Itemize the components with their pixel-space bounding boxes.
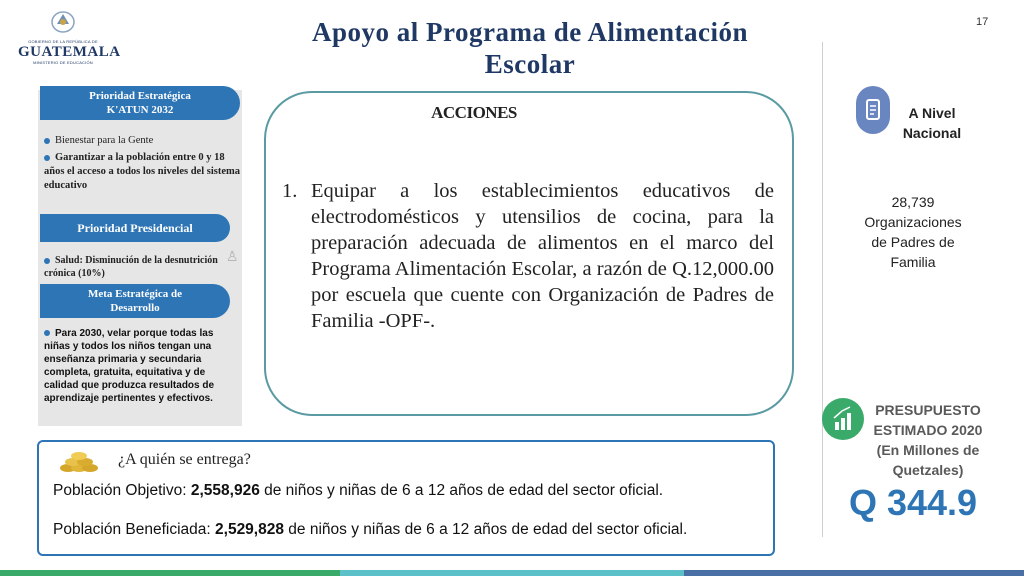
coat-of-arms-icon <box>48 8 78 34</box>
presidential-bullet: Salud: Disminución de la desnutrición crónica (10%) <box>44 255 218 279</box>
katun-priority-pill <box>40 86 240 120</box>
footer-strip-teal <box>340 570 684 576</box>
scope-label: A Nivel Nacional <box>902 105 962 141</box>
footer-strip-green <box>0 570 340 576</box>
benefited-population: Población Beneficiada: 2,529,828 de niños y niñas de 6 a 12 años de edad del sector oficial. <box>53 521 688 538</box>
budget-value: Q 344.9 <box>848 482 978 523</box>
bullet-dot-icon <box>44 138 50 144</box>
action-item-text: Equipar a los establecimientos educativos de electrodomésticos y utensilios de cocina, para la preparación adecuada de alimentos en el marco del Programa Alimentación Escolar, a razón de Q.12,000.00 por escuela que cuente con Organización de Padres de Familia -OPF-. <box>311 180 774 332</box>
logo-ministry-text: MINISTERIO DE EDUCACIÓN <box>33 60 93 65</box>
logo-top-text: GOBIERNO DE LA REPÚBLICA DE <box>28 39 98 44</box>
page-title <box>250 16 810 80</box>
coins-icon <box>58 450 100 474</box>
katun-bullet-1: Bienestar para la Gente <box>44 134 240 148</box>
actions-heading: ACCIONES <box>431 103 517 122</box>
target-population: Población Objetivo: 2,558,926 de niños y niñas de 6 a 12 años de edad del sector oficial. <box>53 482 664 499</box>
org-count-block: 28,739 Organizaciones de Padres de Familia <box>850 192 976 272</box>
bullet-dot-icon <box>44 258 50 264</box>
budget-label: PRESUPUESTO ESTIMADO 2020 (En Millones de Quetzales) <box>873 402 983 478</box>
target-population-value: 2,558,926 <box>190 482 260 499</box>
bullet-dot-icon <box>44 330 50 336</box>
action-item-number: 1. <box>282 180 298 202</box>
meta-development-pill <box>40 284 230 318</box>
benefited-population-value: 2,529,828 <box>215 521 284 538</box>
katun-bullet-2: Garantizar a la población entre 0 y 18 años el acceso a todos los niveles del sistema educativo <box>44 152 240 191</box>
meta-pill-line-2: Desarrollo <box>110 302 160 314</box>
title-line-1: Apoyo al Programa de Alimentación <box>312 17 748 47</box>
vertical-divider <box>822 42 823 537</box>
katun-pill-line-2: K'ATUN 2032 <box>106 104 174 116</box>
phone-document-icon <box>856 86 890 134</box>
meta-pill-line-1: Meta Estratégica de <box>87 288 183 300</box>
katun-pill-line-1: Prioridad Estratégica <box>89 90 191 102</box>
presidential-priority-pill: Prioridad Presidencial <box>40 214 230 242</box>
logo-country-text: GUATEMALA <box>18 44 121 60</box>
meta-bullet: Para 2030, velar porque todas las niñas y todos los niños tengan una enseñanza primaria y secundaria completa, gratuita, equitativa y de calidad que produzca resultados de aprendizaje pertinentes y efectivos. <box>44 328 215 404</box>
delivery-question: ¿A quién se entrega? <box>118 451 251 468</box>
footer-strip-blue <box>684 570 1024 576</box>
title-line-2: Escolar <box>484 49 576 79</box>
bullet-dot-icon <box>44 155 50 161</box>
page-number: 17 <box>976 16 989 28</box>
org-count: 28,739 <box>891 194 935 210</box>
person-icon: ♙ <box>226 248 239 264</box>
action-item-1 <box>282 178 774 334</box>
guatemala-mineduc-logo <box>18 8 121 76</box>
